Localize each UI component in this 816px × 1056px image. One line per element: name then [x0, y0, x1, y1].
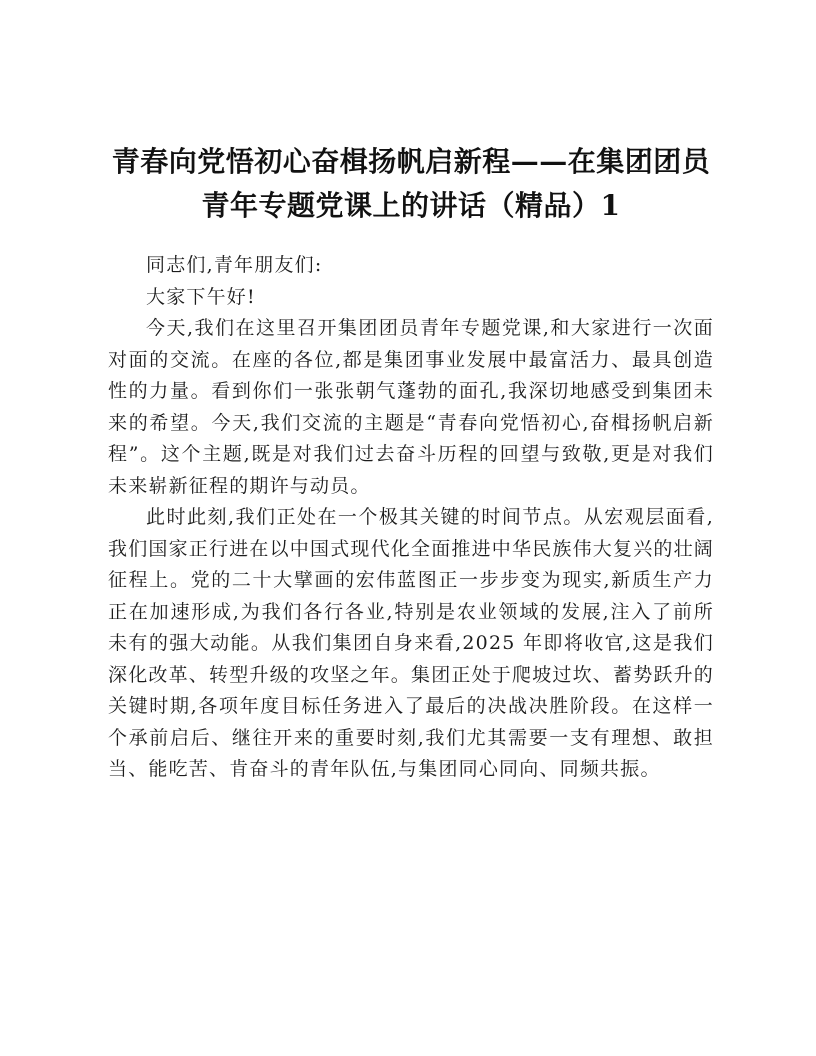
document-body: [108, 250, 714, 786]
document-page: [108, 140, 714, 786]
body-paragraph: 此时此刻,我们正处在一个极其关键的时间节点。从宏观层面看,我们国家正行进在以中国式现代化全面推进中华民族伟大复兴的壮阔征程上。党的二十大擘画的宏伟蓝图正一步步变为现实,新质生产力正在加速形成,为我们各行各业,特别是农业领域的发展,注入了前所未有的强大动能。从我们集团自身来看,2025 年即将收官,这是我们深化改革、转型升级的攻坚之年。集团正处于爬坡过坎、蓄势跃升的关键时期,各项年度目标任务进入了最后的决战决胜阶段。在这样一个承前启后、继往开来的重要时刻,我们尤其需要一支有理想、敢担当、能吃苦、肯奋斗的青年队伍,与集团同心同向、同频共振。: [108, 506, 715, 780]
body-paragraph: 今天,我们在这里召开集团团员青年专题党课,和大家进行一次面对面的交流。在座的各位,都是集团事业发展中最富活力、最具创造性的力量。看到你们一张张朝气蓬勃的面孔,我深切地感受到集团未来的希望。今天,我们交流的主题是“青春向党悟初心,奋楫扬帆启新程”。这个主题,既是对我们过去奋斗历程的回望与致敬,更是对我们未来崭新征程的期许与动员。: [108, 317, 714, 497]
document-title: 青春向党悟初心奋楫扬帆启新程——在集团团员青年专题党课上的讲话（精品）1: [111, 145, 711, 222]
greeting-paragraph: 大家下午好!: [146, 285, 256, 308]
salutation-paragraph: 同志们,青年朋友们:: [146, 254, 323, 276]
